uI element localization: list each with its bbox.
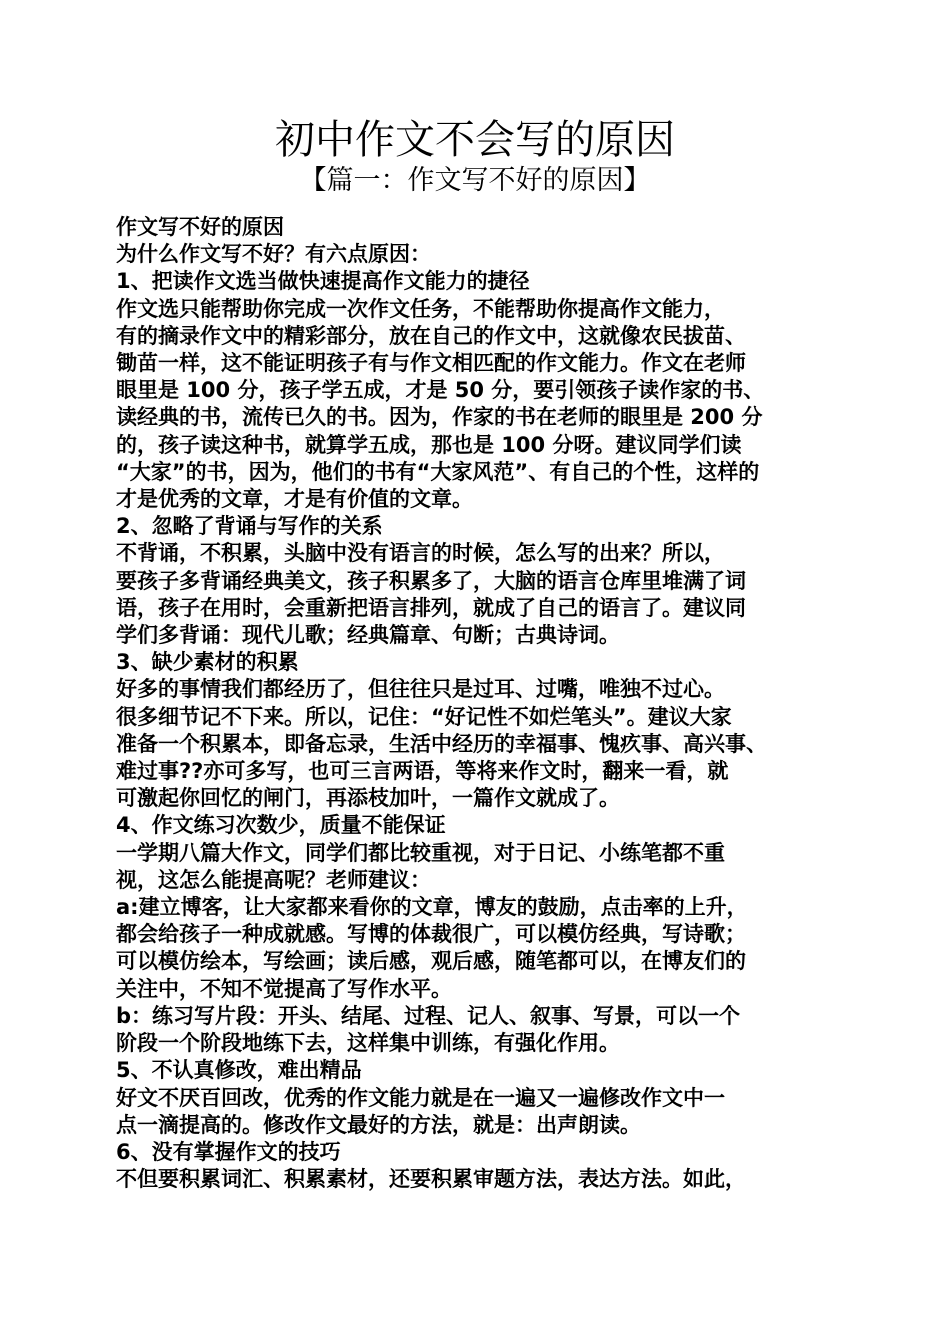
body-line: 不但要积累词汇、积累素材，还要积累审题方法，表达方法。如此，	[116, 1167, 746, 1192]
body-line: 锄苗一样，这不能证明孩子有与作文相匹配的作文能力。作文在老师	[116, 351, 746, 376]
body-line: 很多细节记不下来。所以，记住：“好记性不如烂笔头”。建议大家	[116, 704, 732, 729]
document-title: 初中作文不会写的原因	[275, 117, 675, 163]
body-line: 难过事??亦可多写，也可三言两语，等将来作文时，翻来一看，就	[116, 759, 729, 784]
body-line: 点一滴提高的。修改作文最好的方法，就是：出声朗读。	[116, 1112, 641, 1137]
body-line: 作文选只能帮助你完成一次作文任务，不能帮助你提高作文能力，	[116, 296, 725, 321]
body-line: 作文写不好的原因	[116, 215, 284, 239]
body-line: 才是优秀的文章，才是有价值的文章。	[116, 487, 473, 512]
body-line: 学们多背诵：现代儿歌；经典篇章、句断；古典诗词。	[116, 623, 620, 648]
body-line: a:建立博客，让大家都来看你的文章，博友的鼓励，点击率的上升，	[116, 895, 748, 920]
body-line: 4、作文练习次数少，质量不能保证	[116, 813, 446, 838]
body-line: 2、忽略了背诵与写作的关系	[116, 514, 383, 539]
body-line: 语，孩子在用时，会重新把语言排列，就成了自己的语言了。建议同	[116, 595, 746, 620]
body-line: 5、不认真修改，难出精品	[116, 1058, 362, 1083]
body-line: 6、没有掌握作文的技巧	[116, 1139, 341, 1164]
body-line: 一学期八篇大作文，同学们都比较重视，对于日记、小练笔都不重	[116, 840, 725, 865]
body-line: 的，孩子读这种书，就算学五成，那也是 100 分呀。建议同学们读	[116, 432, 742, 457]
body-line: 关注中，不知不觉提高了写作水平。	[116, 976, 452, 1001]
body-line: 好多的事情我们都经历了，但往往只是过耳、过嘴，唯独不过心。	[116, 677, 725, 702]
body-line: 读经典的书，流传已久的书。因为，作家的书在老师的眼里是 200 分	[116, 405, 763, 430]
body-line: 1、把读作文选当做快速提高作文能力的捷径	[116, 269, 530, 294]
body-line: 可激起你回忆的闸门，再添枝加叶，一篇作文就成了。	[116, 786, 620, 811]
body-line: b：练习写片段：开头、结尾、过程、记人、叙事、写景，可以一个	[116, 1003, 741, 1028]
body-line: 不背诵，不积累，头脑中没有语言的时候，怎么写的出来？所以，	[116, 541, 725, 566]
document-body	[116, 214, 846, 1193]
body-line: 3、缺少素材的积累	[116, 650, 299, 675]
body-line: 都会给孩子一种成就感。写博的体裁很广，可以模仿经典，写诗歌；	[116, 922, 746, 947]
body-line: 阶段一个阶段地练下去，这样集中训练，有强化作用。	[116, 1031, 620, 1056]
body-line: 好文不厌百回改，优秀的作文能力就是在一遍又一遍修改作文中一	[116, 1085, 725, 1110]
body-line: “大家”的书，因为，他们的书有“大家风范”、有自己的个性，这样的	[116, 459, 760, 484]
document-subtitle: 【篇一：作文写不好的原因】	[299, 165, 651, 196]
body-line: 要孩子多背诵经典美文，孩子积累多了，大脑的语言仓库里堆满了词	[116, 568, 746, 593]
body-line: 为什么作文写不好？有六点原因：	[116, 242, 431, 267]
body-line: 可以模仿绘本，写绘画；读后感，观后感，随笔都可以，在博友们的	[116, 949, 746, 974]
body-line: 眼里是 100 分，孩子学五成，才是 50 分，要引领孩子读作家的书、	[116, 378, 765, 403]
body-line: 有的摘录作文中的精彩部分，放在自己的作文中，这就像农民拔苗、	[116, 323, 746, 348]
body-line: 视，这怎么能提高呢？老师建议：	[116, 867, 431, 892]
body-line: 准备一个积累本，即备忘录，生活中经历的幸福事、愧疚事、高兴事、	[116, 731, 767, 756]
